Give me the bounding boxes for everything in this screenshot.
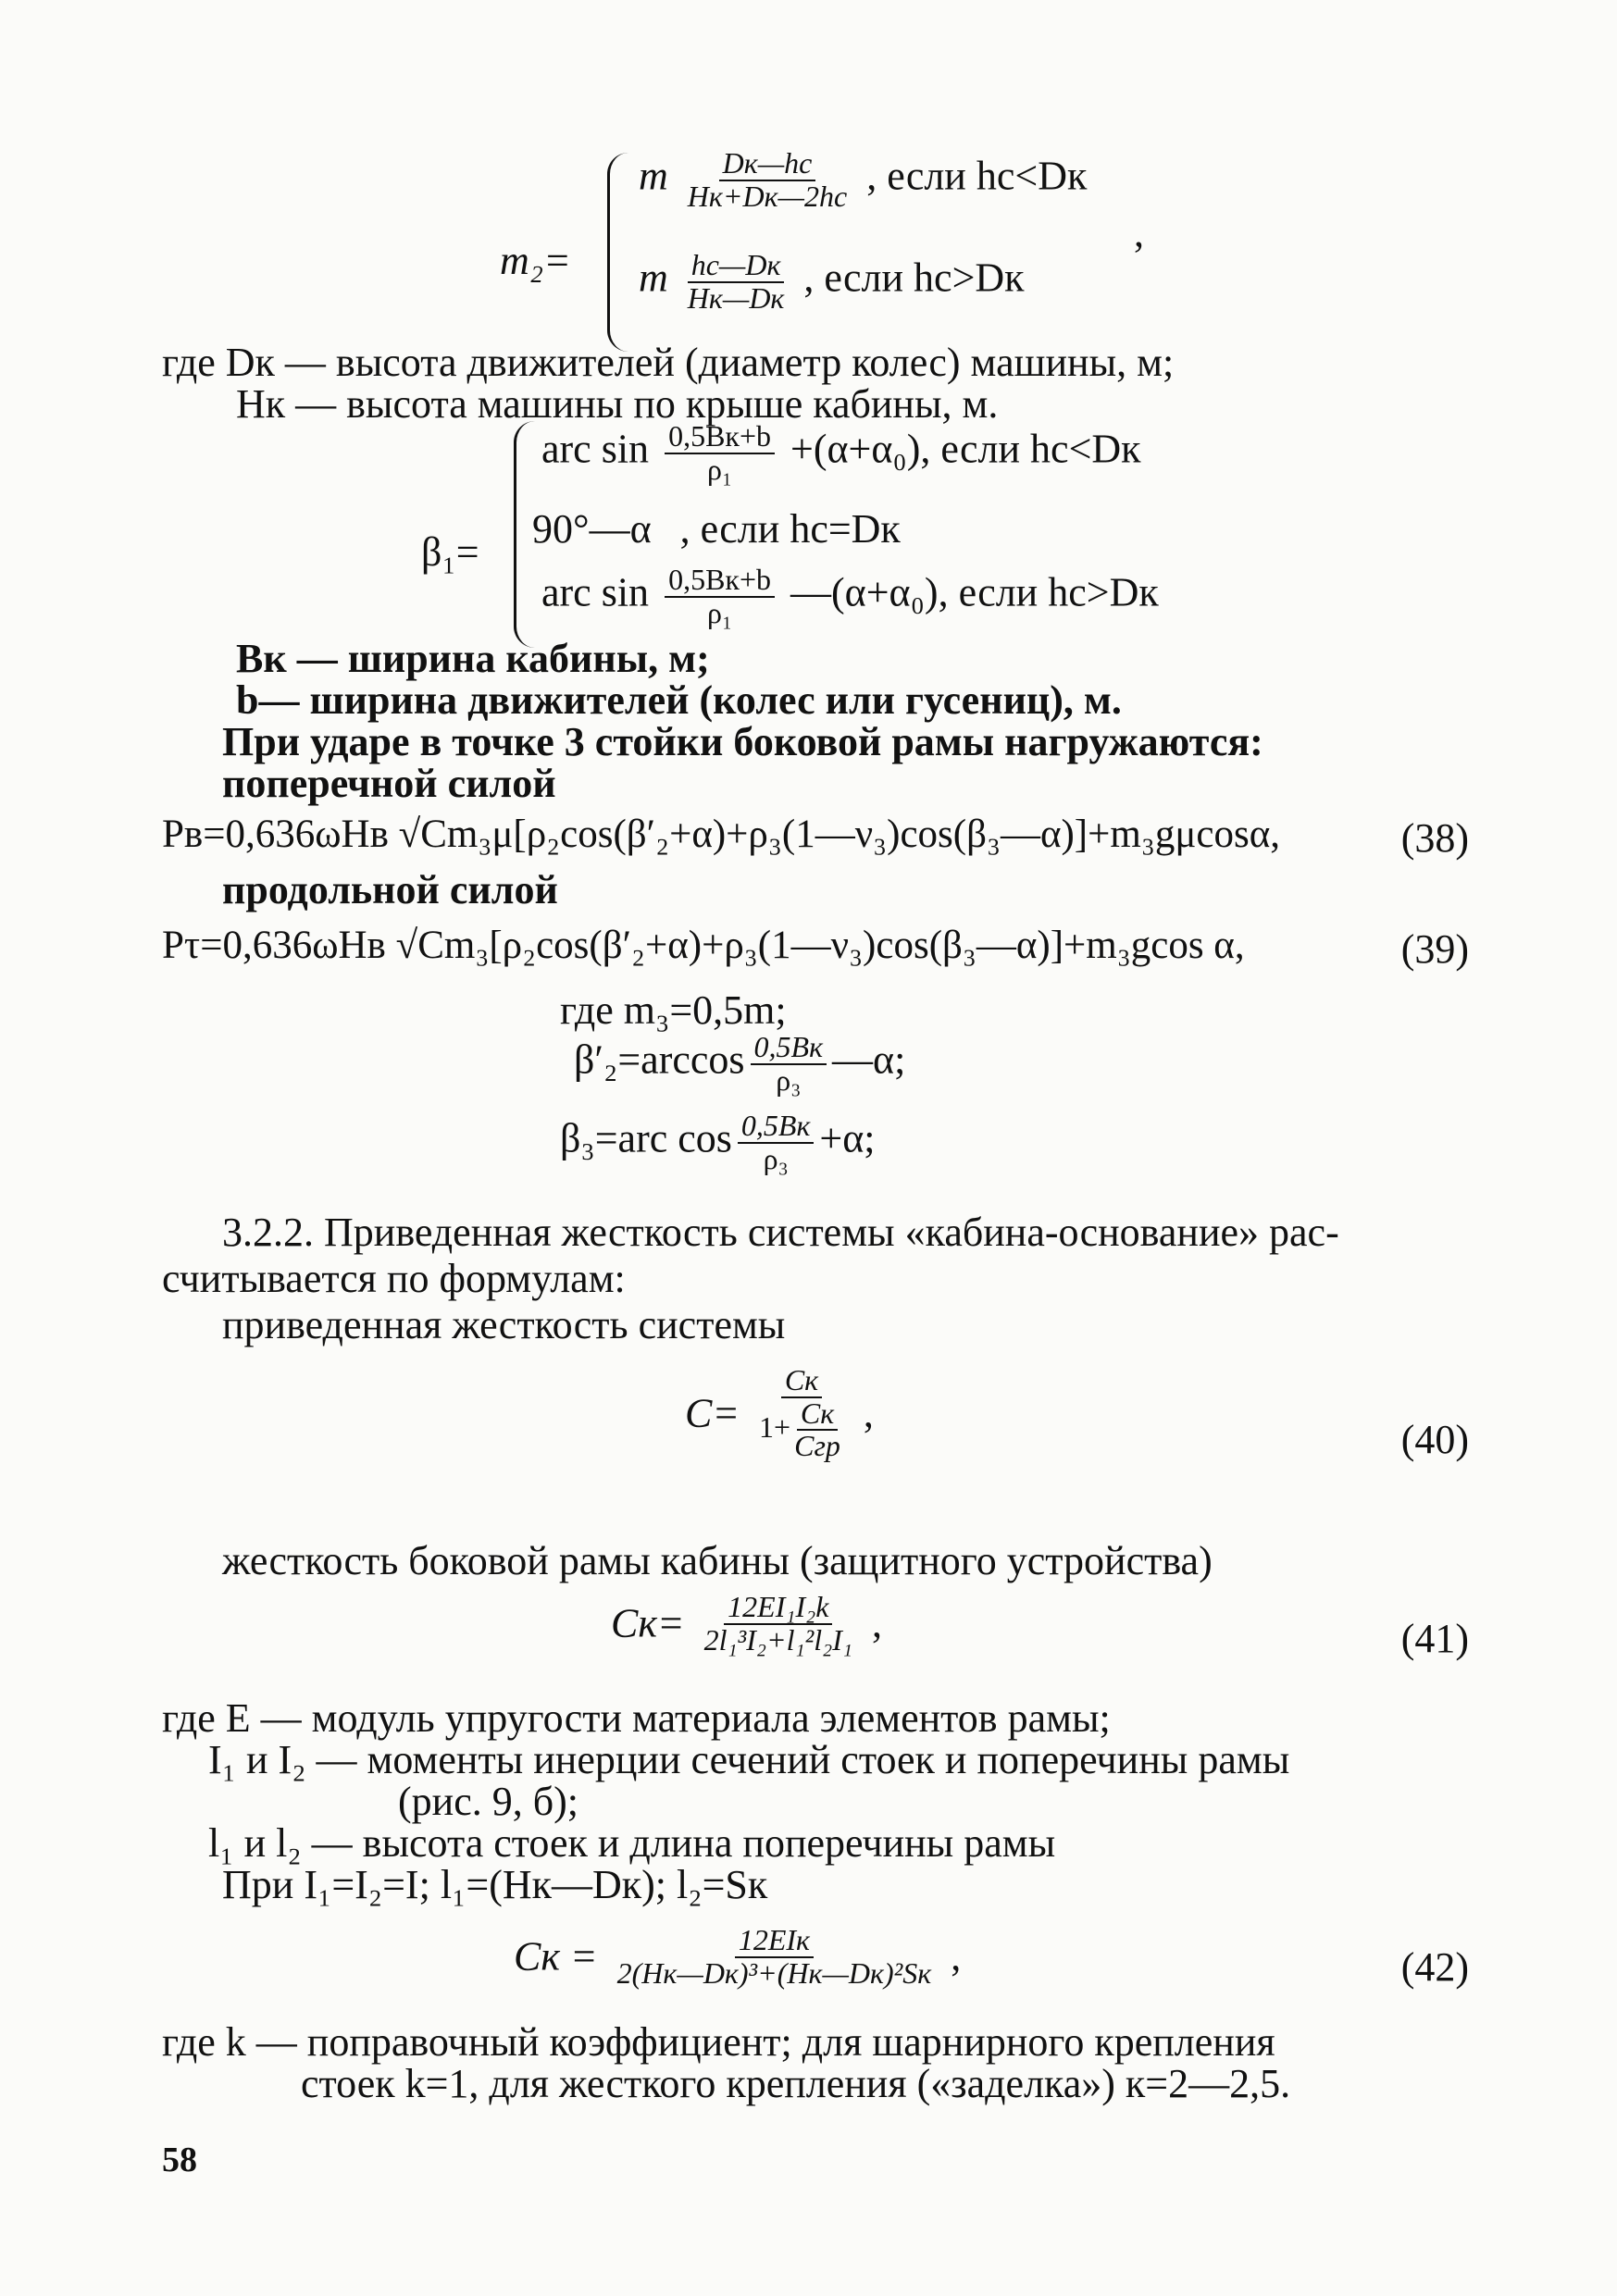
m2-case2: m $\frac{hс—Dк}{Hк—Dк}$ , если hс>Dк bbox=[639, 248, 1025, 315]
m2-trail: , bbox=[1134, 210, 1144, 255]
def-k-line1: где k — поправочный коэффициент; для шарнирного крепления bbox=[162, 2019, 1275, 2065]
def-b: b— ширина движителей (колес или гусениц), м. bbox=[236, 677, 1122, 723]
beta2-formula: β′₂=arccos $\frac{0,5Bк}{\text{ρ₃}}$ —α; bbox=[574, 1030, 906, 1097]
eq41-formula: Cк= $\frac{\text{12EI₁I₂k}}{\text{2l₁³I₂+l₁²l₂I₁}}$ , bbox=[611, 1590, 883, 1657]
eq38: Pв=0,636ωНв √Cm₃μ[ρ₂cos(β′₂+α)+ρ₃(1—ν₃)cos(β₃—α)]+m₃gμcosα, bbox=[162, 813, 1280, 856]
def-e: где E — модуль упругости материала элементов рамы; bbox=[162, 1695, 1111, 1741]
eq39-number: (39) bbox=[1400, 926, 1469, 972]
eq41-number: (41) bbox=[1400, 1616, 1469, 1661]
page-number: 58 bbox=[162, 2141, 197, 2179]
def-lengths: l₁ и l₂ — высота стоек и длина поперечины рамы bbox=[208, 1820, 1056, 1866]
reduced-stiffness: приведенная жесткость системы bbox=[222, 1302, 786, 1347]
m2-lhs: m₂= bbox=[500, 238, 571, 283]
m2-brace bbox=[607, 153, 628, 352]
beta3-formula: β₃=arc cos $\frac{0,5Bк}{\text{ρ₃}}$ +α; bbox=[560, 1109, 876, 1175]
beta1-case2: 90°—α , если hс=Dк bbox=[532, 506, 901, 552]
section-3-2-2-line2: считывается по формулам: bbox=[162, 1256, 626, 1301]
def-inertia-cont: (рис. 9, б); bbox=[398, 1779, 578, 1824]
def-inertia: I₁ и I₂ — моменты инерции сечений стоек и поперечины рамы bbox=[208, 1737, 1290, 1782]
def-bk: Bк — ширина кабины, м; bbox=[236, 636, 710, 681]
def-dk: где Dк — высота движителей (диаметр колес) машины, м; bbox=[162, 340, 1175, 385]
def-hk: Hк — высота машины по крыше кабины, м. bbox=[236, 381, 999, 427]
beta1-case1: arc sin $\frac{0,5Bк+b}{\text{ρ₁}}$ +(α+α₀), если hс<Dк bbox=[541, 419, 1141, 486]
eq38-number: (38) bbox=[1400, 815, 1469, 861]
m2-case1: m $\frac{Dк—hс}{Hк+Dк—2hс}$ , если hс<Dк bbox=[639, 146, 1088, 213]
eq40-formula: C= Cк 1+ $\frac{Cк}{\text{Cгр}}$ , bbox=[685, 1363, 874, 1463]
side-frame-stiffness: жесткость боковой рамы кабины (защитного устройства) bbox=[222, 1538, 1213, 1583]
when-equal: При I₁=I₂=I; l₁=(Hк—Dк); l₂=Sк bbox=[222, 1862, 768, 1907]
long-force: продольной силой bbox=[222, 867, 558, 912]
beta1-lhs: β₁= bbox=[421, 529, 479, 575]
eq42-number: (42) bbox=[1400, 1944, 1469, 1990]
eq40-number: (40) bbox=[1400, 1417, 1469, 1462]
def-k-line2: стоек k=1, для жесткого крепления («заделка») к=2—2,5. bbox=[301, 2061, 1291, 2106]
beta1-case3: arc sin $\frac{0,5Bк+b}{\text{ρ₁}}$ —(α+α₀), если hс>Dк bbox=[541, 563, 1159, 629]
eq42-formula: Cк = $\frac{\text{12EIк}}{\text{2(Hк—Dк)³+(Hк—Dк)²Sк}}$ , bbox=[514, 1923, 962, 1990]
cross-force: поперечной силой bbox=[222, 761, 556, 806]
impact-text: При ударе в точке 3 стойки боковой рамы нагружаются: bbox=[222, 719, 1263, 764]
eq39: Pτ=0,636ωНв √Cm₃[ρ₂cos(β′₂+α)+ρ₃(1—ν₃)cos(β₃—α)]+m₃gcos α, bbox=[162, 924, 1245, 967]
where-m3: где m₃=0,5m; bbox=[560, 987, 787, 1033]
section-3-2-2-line1: 3.2.2. Приведенная жесткость системы «кабина-основание» рас- bbox=[222, 1210, 1339, 1255]
